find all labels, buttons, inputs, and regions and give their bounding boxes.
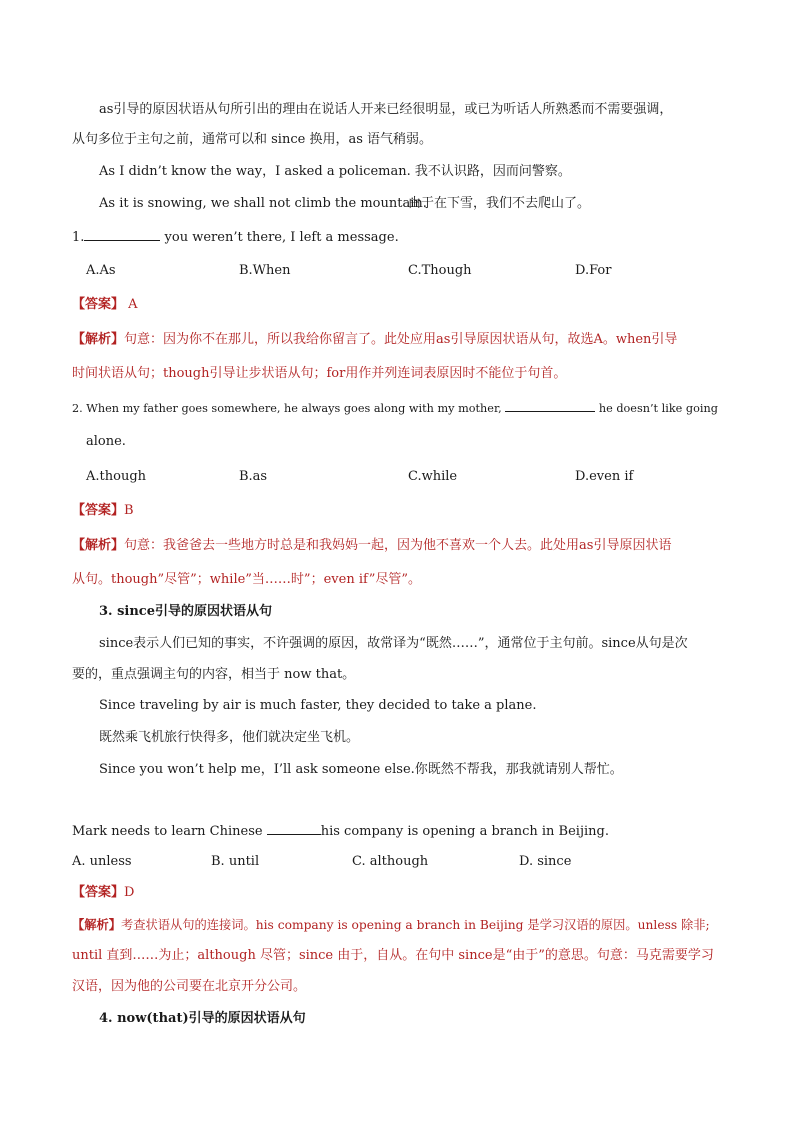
q3-analysis-line-1 [72, 916, 710, 934]
q3-stem [72, 822, 609, 841]
q3-option-a: A. unless [72, 854, 132, 869]
q3-option-c: C. although [352, 854, 429, 869]
q2-answer-value: B [124, 503, 134, 518]
q2-analysis-line-2: 从句。though”尽管”；while”当……时”；even if”尽管”。 [72, 572, 422, 587]
intro-example-2-en: As it is snowing, we shall not climb the mountain. [99, 196, 427, 211]
q1-analysis-line-2: 时间状语从句；though引导让步状语从句；for用作并列连词表原因时不能位于句首。 [72, 366, 567, 381]
q3-option-b: B. until [211, 854, 260, 869]
q2-option-d: D.even if [575, 469, 634, 484]
q3-analysis-line-2: until 直到……为止；although 尽管；since 由于，自从。在句中 since是“由于”的意思。句意：马克需要学习 [72, 948, 714, 963]
q2-answer-tag: 【答案】 [72, 503, 125, 518]
q2-stem-part-1: 2. When my father goes somewhere, he always goes along with my mother, [72, 402, 506, 415]
q1-number: 1. [72, 230, 85, 245]
q1-answer-value: A [124, 297, 138, 312]
q1-analysis-text-1: 句意：因为你不在那儿，所以我给你留言了。此处应用as引导原因状语从句，故选A。when引导 [124, 332, 678, 347]
section-3-heading: 3. since引导的原因状语从句 [99, 604, 272, 619]
q2-option-c: C.while [408, 469, 458, 484]
q2-stem-line-2: alone. [86, 434, 126, 449]
q3-answer [72, 884, 134, 902]
q2-stem [72, 399, 718, 418]
q3-stem-part-1: Mark needs to learn Chinese [72, 824, 267, 839]
q3-analysis-text-1: 考查状语从句的连接词。his company is opening a branch in Beijing 是学习汉语的原因。unless 除非; [121, 918, 710, 932]
q1-analysis-line-1 [72, 331, 677, 349]
q1-answer-tag: 【答案】 [72, 297, 125, 312]
section-3-example-1-cn: 既然乘飞机旅行快得多，他们就决定坐飞机。 [99, 730, 360, 745]
q3-option-d: D. since [519, 854, 572, 869]
q1-stem [72, 228, 399, 247]
intro-example-1: As I didn’t know the way，I asked a policeman. 我不认识路，因而问警察。 [99, 164, 571, 179]
q3-answer-value: D [124, 885, 135, 900]
intro-example-2-cn: 由于在下雪，我们不去爬山了。 [408, 196, 591, 211]
q2-option-b: B.as [239, 469, 268, 484]
intro-line-1: as引导的原因状语从句所引出的理由在说话人开来已经很明显，或已为听话人所熟悉而不需要强调， [99, 102, 673, 117]
q1-option-a: A.As [86, 263, 116, 278]
q3-blank [267, 822, 321, 835]
section-4-heading: 4. now(that)引导的原因状语从句 [99, 1011, 306, 1026]
q1-analysis-tag: 【解析】 [72, 332, 125, 347]
q3-stem-part-2: his company is opening a branch in Beijing. [320, 824, 609, 839]
q1-blank [84, 228, 160, 241]
q2-blank [505, 399, 595, 412]
q2-analysis-tag: 【解析】 [72, 538, 125, 553]
section-3-line-1: since表示人们已知的事实，不许强调的原因，故常译为“既然……”，通常位于主句前。since从句是次 [99, 636, 688, 651]
q1-option-d: D.For [575, 263, 612, 278]
section-3-example-1-en: Since traveling by air is much faster, they decided to take a plane. [99, 698, 537, 713]
q1-option-c: C.Though [408, 263, 472, 278]
q2-stem-part-2: he doesn’t like going [595, 402, 718, 415]
q1-stem-text: you weren’t there, I left a message. [160, 230, 399, 245]
intro-line-2: 从句多位于主句之前，通常可以和 since 换用，as 语气稍弱。 [72, 132, 432, 147]
section-3-line-2: 要的，重点强调主句的内容，相当于 now that。 [72, 667, 356, 682]
q2-option-a: A.though [86, 469, 147, 484]
q2-analysis-line-1 [72, 537, 671, 555]
q1-option-b: B.When [239, 263, 291, 278]
q3-answer-tag: 【答案】 [72, 885, 125, 900]
q3-analysis-line-3: 汉语，因为他的公司要在北京开分公司。 [72, 979, 307, 994]
q1-answer [72, 296, 138, 314]
q3-analysis-tag: 【解析】 [72, 917, 121, 932]
q2-answer [72, 502, 134, 520]
section-3-example-2: Since you won’t help me，I’ll ask someone else.你既然不帮我，那我就请别人帮忙。 [99, 762, 623, 777]
q2-analysis-text-1: 句意：我爸爸去一些地方时总是和我妈妈一起，因为他不喜欢一个人去。此处用as引导原因状语 [124, 538, 672, 553]
